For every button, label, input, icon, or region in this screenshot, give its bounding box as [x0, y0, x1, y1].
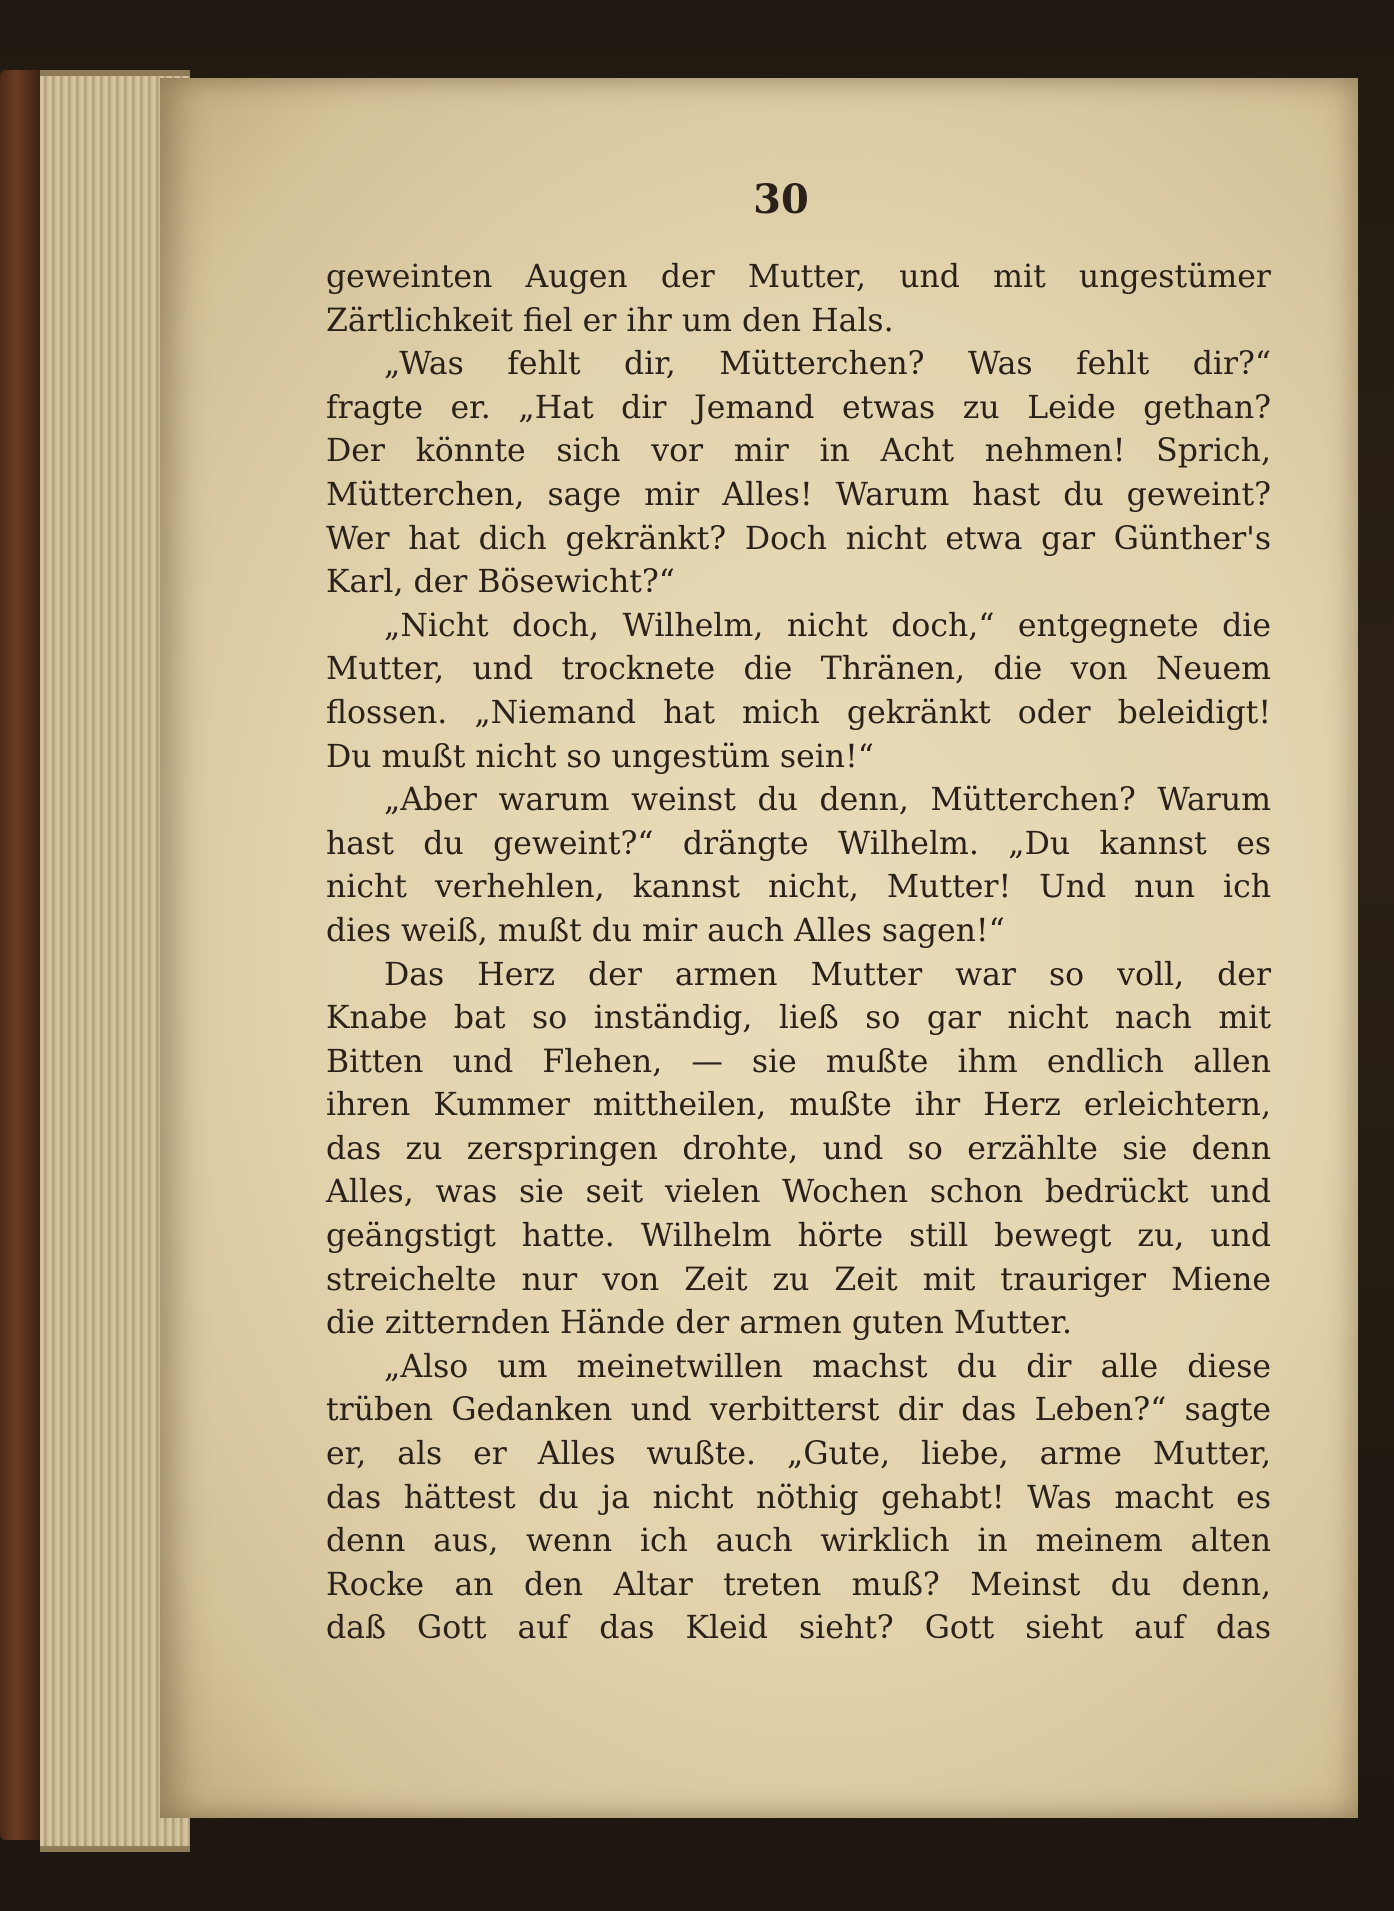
text-line: hast du geweint?“ drängte Wilhelm. „Du kannst es: [326, 825, 1271, 862]
book-cover-edge: [0, 70, 40, 1840]
text-line: die zitternden Hände der armen guten Mutter.: [326, 1305, 1073, 1342]
text-line: Bitten und Flehen, — sie mußte ihm endlich allen: [326, 1043, 1271, 1080]
text-line: Mütterchen, sage mir Alles! Warum hast du geweint?: [326, 476, 1271, 513]
text-line: denn aus, wenn ich auch wirklich in meinem alten: [326, 1523, 1271, 1560]
text-line: Alles, was sie seit vielen Wochen schon bedrückt und: [326, 1174, 1271, 1211]
text-line: Zärtlichkeit fiel er ihr um den Hals.: [326, 302, 894, 339]
text-line: das hättest du ja nicht nöthig gehabt! Was macht es: [326, 1479, 1271, 1516]
text-line: fragte er. „Hat dir Jemand etwas zu Leide gethan?: [326, 389, 1271, 426]
text-line: Karl, der Bösewicht?“: [326, 564, 675, 601]
book-page: [160, 78, 1358, 1818]
text-line: Du mußt nicht so ungestüm sein!“: [326, 738, 874, 775]
text-line: Mutter, und trocknete die Thränen, die von Neuem: [326, 651, 1271, 688]
text-line: trüben Gedanken und verbitterst dir das Leben?“ sagte: [326, 1392, 1271, 1429]
text-line: streichelte nur von Zeit zu Zeit mit trauriger Miene: [326, 1261, 1271, 1298]
text-line: Der könnte sich vor mir in Acht nehmen! Sprich,: [326, 433, 1271, 470]
page-text: [326, 256, 1271, 1651]
text-line: „Was fehlt dir, Mütterchen? Was fehlt dir?“: [384, 346, 1271, 383]
text-line: „Aber warum weinst du denn, Mütterchen? Warum: [384, 782, 1271, 819]
text-line: Knabe bat so inständig, ließ so gar nicht nach mit: [326, 1000, 1271, 1037]
text-line: dies weiß, mußt du mir auch Alles sagen!“: [326, 912, 1005, 949]
text-line: „Nicht doch, Wilhelm, nicht doch,“ entgegnete die: [384, 607, 1271, 644]
text-line: Rocke an den Altar treten muß? Meinst du denn,: [326, 1566, 1271, 1603]
text-line: flossen. „Niemand hat mich gekränkt oder beleidigt!: [326, 694, 1271, 731]
text-line: er, als er Alles wußte. „Gute, liebe, arme Mutter,: [326, 1436, 1271, 1473]
text-line: „Also um meinetwillen machst du dir alle diese: [384, 1348, 1271, 1385]
text-line: ihren Kummer mittheilen, mußte ihr Herz erleichtern,: [326, 1087, 1271, 1124]
text-line: geweinten Augen der Mutter, und mit ungestümer: [326, 259, 1271, 295]
text-line: geängstigt hatte. Wilhelm hörte still bewegt zu, und: [326, 1218, 1271, 1255]
text-line: Das Herz der armen Mutter war so voll, der: [384, 956, 1271, 993]
text-line: Wer hat dich gekränkt? Doch nicht etwa gar Günther's: [326, 520, 1271, 557]
text-line: nicht verhehlen, kannst nicht, Mutter! Und nun ich: [326, 869, 1271, 906]
page-number: 30: [753, 176, 809, 223]
text-line: daß Gott auf das Kleid sieht? Gott sieht auf das: [326, 1610, 1271, 1647]
text-line: das zu zerspringen drohte, und so erzählte sie denn: [326, 1130, 1271, 1167]
